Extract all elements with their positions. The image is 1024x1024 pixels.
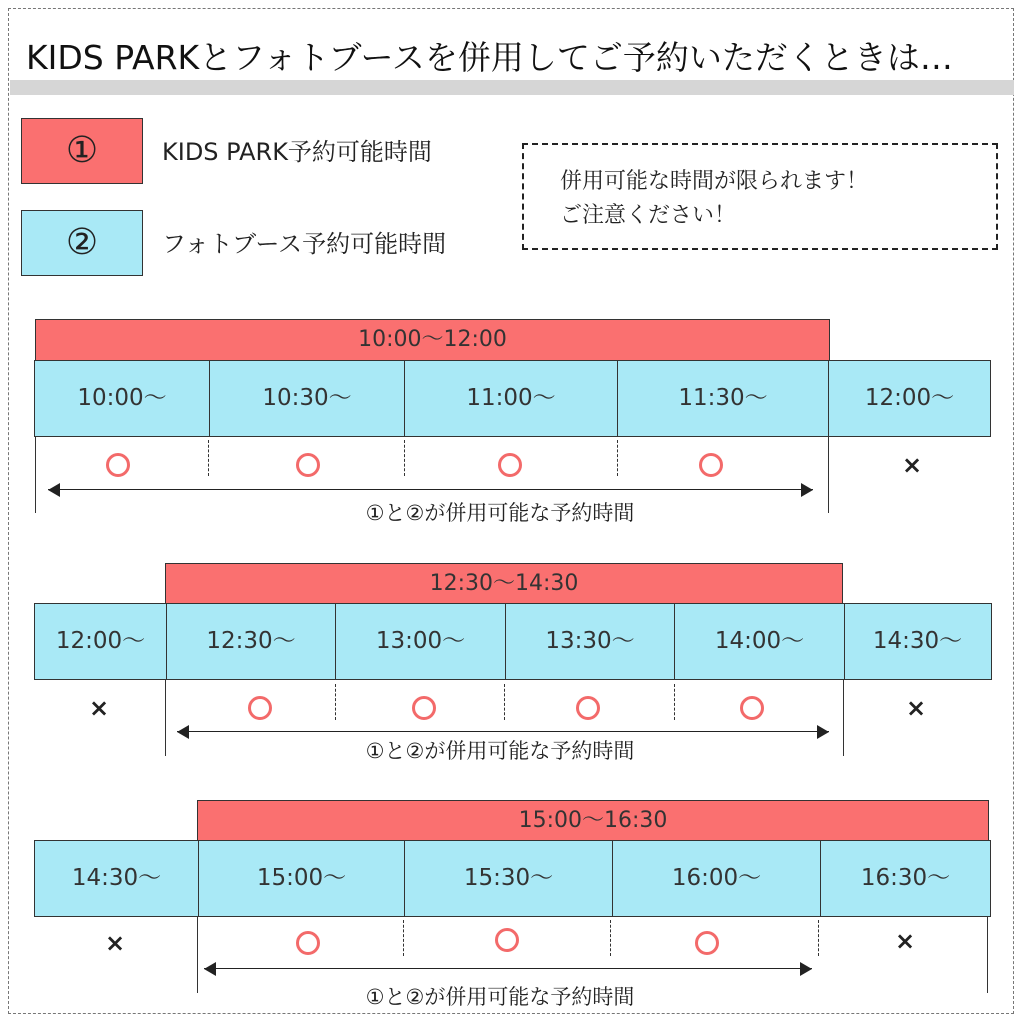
arrow-left-icon	[204, 962, 216, 976]
time-slot: 10:00〜	[34, 360, 210, 437]
available-mark	[240, 688, 280, 728]
double-arrow	[48, 483, 813, 497]
available-mark	[404, 688, 444, 728]
time-slot: 15:00〜	[198, 840, 406, 917]
cross-icon: ×	[88, 694, 110, 722]
combined-usage-caption: ①と②が併用可能な予約時間	[365, 739, 635, 763]
range-boundary-line	[987, 917, 988, 993]
time-slot: 14:30〜	[844, 603, 992, 680]
time-slot: 10:30〜	[209, 360, 406, 437]
notice-line-1: 併用可能な時間が限られます！	[560, 169, 869, 194]
arrow-right-icon	[817, 725, 829, 739]
arrow-right-icon	[801, 483, 813, 497]
time-slot: 16:00〜	[612, 840, 822, 917]
time-slot: 14:30〜	[34, 840, 199, 917]
slot-divider-line	[335, 684, 336, 720]
cross-icon: ×	[894, 927, 916, 955]
range-boundary-line	[165, 680, 166, 756]
slot-divider-line	[403, 920, 404, 956]
cross-icon: ×	[905, 694, 927, 722]
circle-icon	[412, 696, 436, 720]
cross-icon: ×	[104, 929, 126, 957]
legend-photo-booth-swatch: ②	[21, 210, 143, 276]
slot-divider-line	[504, 684, 505, 720]
time-slot: 13:30〜	[505, 603, 676, 680]
time-slot: 12:30〜	[166, 603, 337, 680]
unavailable-mark	[892, 445, 932, 485]
circle-icon	[740, 696, 764, 720]
time-slot: 15:30〜	[404, 840, 613, 917]
time-slot: 16:30〜	[820, 840, 991, 917]
time-slot: 11:00〜	[404, 360, 618, 437]
circle-icon	[296, 453, 320, 477]
cross-icon: ×	[901, 451, 923, 479]
range-boundary-line	[828, 437, 829, 513]
available-mark	[568, 688, 608, 728]
legend-photo-booth-label: フォトブース予約可能時間	[162, 230, 447, 258]
available-mark	[98, 445, 138, 485]
photo-booth-slot-row	[34, 360, 991, 437]
time-slot: 12:00〜	[828, 360, 991, 437]
slot-divider-line	[610, 920, 611, 956]
range-boundary-line	[843, 680, 844, 756]
double-arrow	[177, 725, 829, 739]
unavailable-mark	[896, 688, 936, 728]
slot-divider-line	[208, 440, 209, 476]
notice-line-2: ご注意ください！	[560, 203, 737, 228]
circle-icon	[576, 696, 600, 720]
circle-icon	[695, 931, 719, 955]
photo-booth-slot-row	[34, 840, 991, 917]
double-arrow	[204, 962, 812, 976]
available-mark	[691, 445, 731, 485]
circle-icon	[248, 696, 272, 720]
circle-icon	[106, 453, 130, 477]
available-mark	[288, 923, 328, 963]
available-mark	[487, 920, 527, 960]
circle-icon	[296, 931, 320, 955]
slot-divider-line	[674, 684, 675, 720]
circle-icon	[699, 453, 723, 477]
kids-park-range-bar: 15:00〜16:30	[197, 800, 989, 842]
available-mark	[288, 445, 328, 485]
slot-divider-line	[404, 440, 405, 476]
range-boundary-line	[197, 917, 198, 993]
slot-divider-line	[818, 920, 819, 956]
available-mark	[732, 688, 772, 728]
legend-kids-park-label: KIDS PARK予約可能時間	[162, 138, 432, 166]
circle-icon	[498, 453, 522, 477]
kids-park-range-bar: 12:30〜14:30	[165, 563, 843, 605]
unavailable-mark	[885, 921, 925, 961]
notice-box	[522, 143, 998, 250]
arrow-right-icon	[800, 962, 812, 976]
available-mark	[687, 923, 727, 963]
range-boundary-line	[35, 437, 36, 513]
time-slot: 12:00〜	[34, 603, 167, 680]
slot-divider-line	[617, 440, 618, 476]
kids-park-range-bar: 10:00〜12:00	[35, 319, 830, 361]
unavailable-mark	[79, 688, 119, 728]
combined-usage-caption: ①と②が併用可能な予約時間	[365, 985, 635, 1009]
unavailable-mark	[95, 923, 135, 963]
title-underline	[10, 80, 1014, 95]
arrow-left-icon	[48, 483, 60, 497]
combined-usage-caption: ①と②が併用可能な予約時間	[365, 501, 635, 525]
page-title: KIDS PARKとフォトブースを併用してご予約いただくときは…	[26, 38, 953, 77]
arrow-left-icon	[177, 725, 189, 739]
legend-kids-park-swatch: ①	[21, 118, 143, 184]
time-slot: 14:00〜	[674, 603, 845, 680]
time-slot: 11:30〜	[617, 360, 830, 437]
time-slot: 13:00〜	[335, 603, 506, 680]
photo-booth-slot-row	[34, 603, 992, 680]
available-mark	[490, 445, 530, 485]
circle-icon	[495, 928, 519, 952]
